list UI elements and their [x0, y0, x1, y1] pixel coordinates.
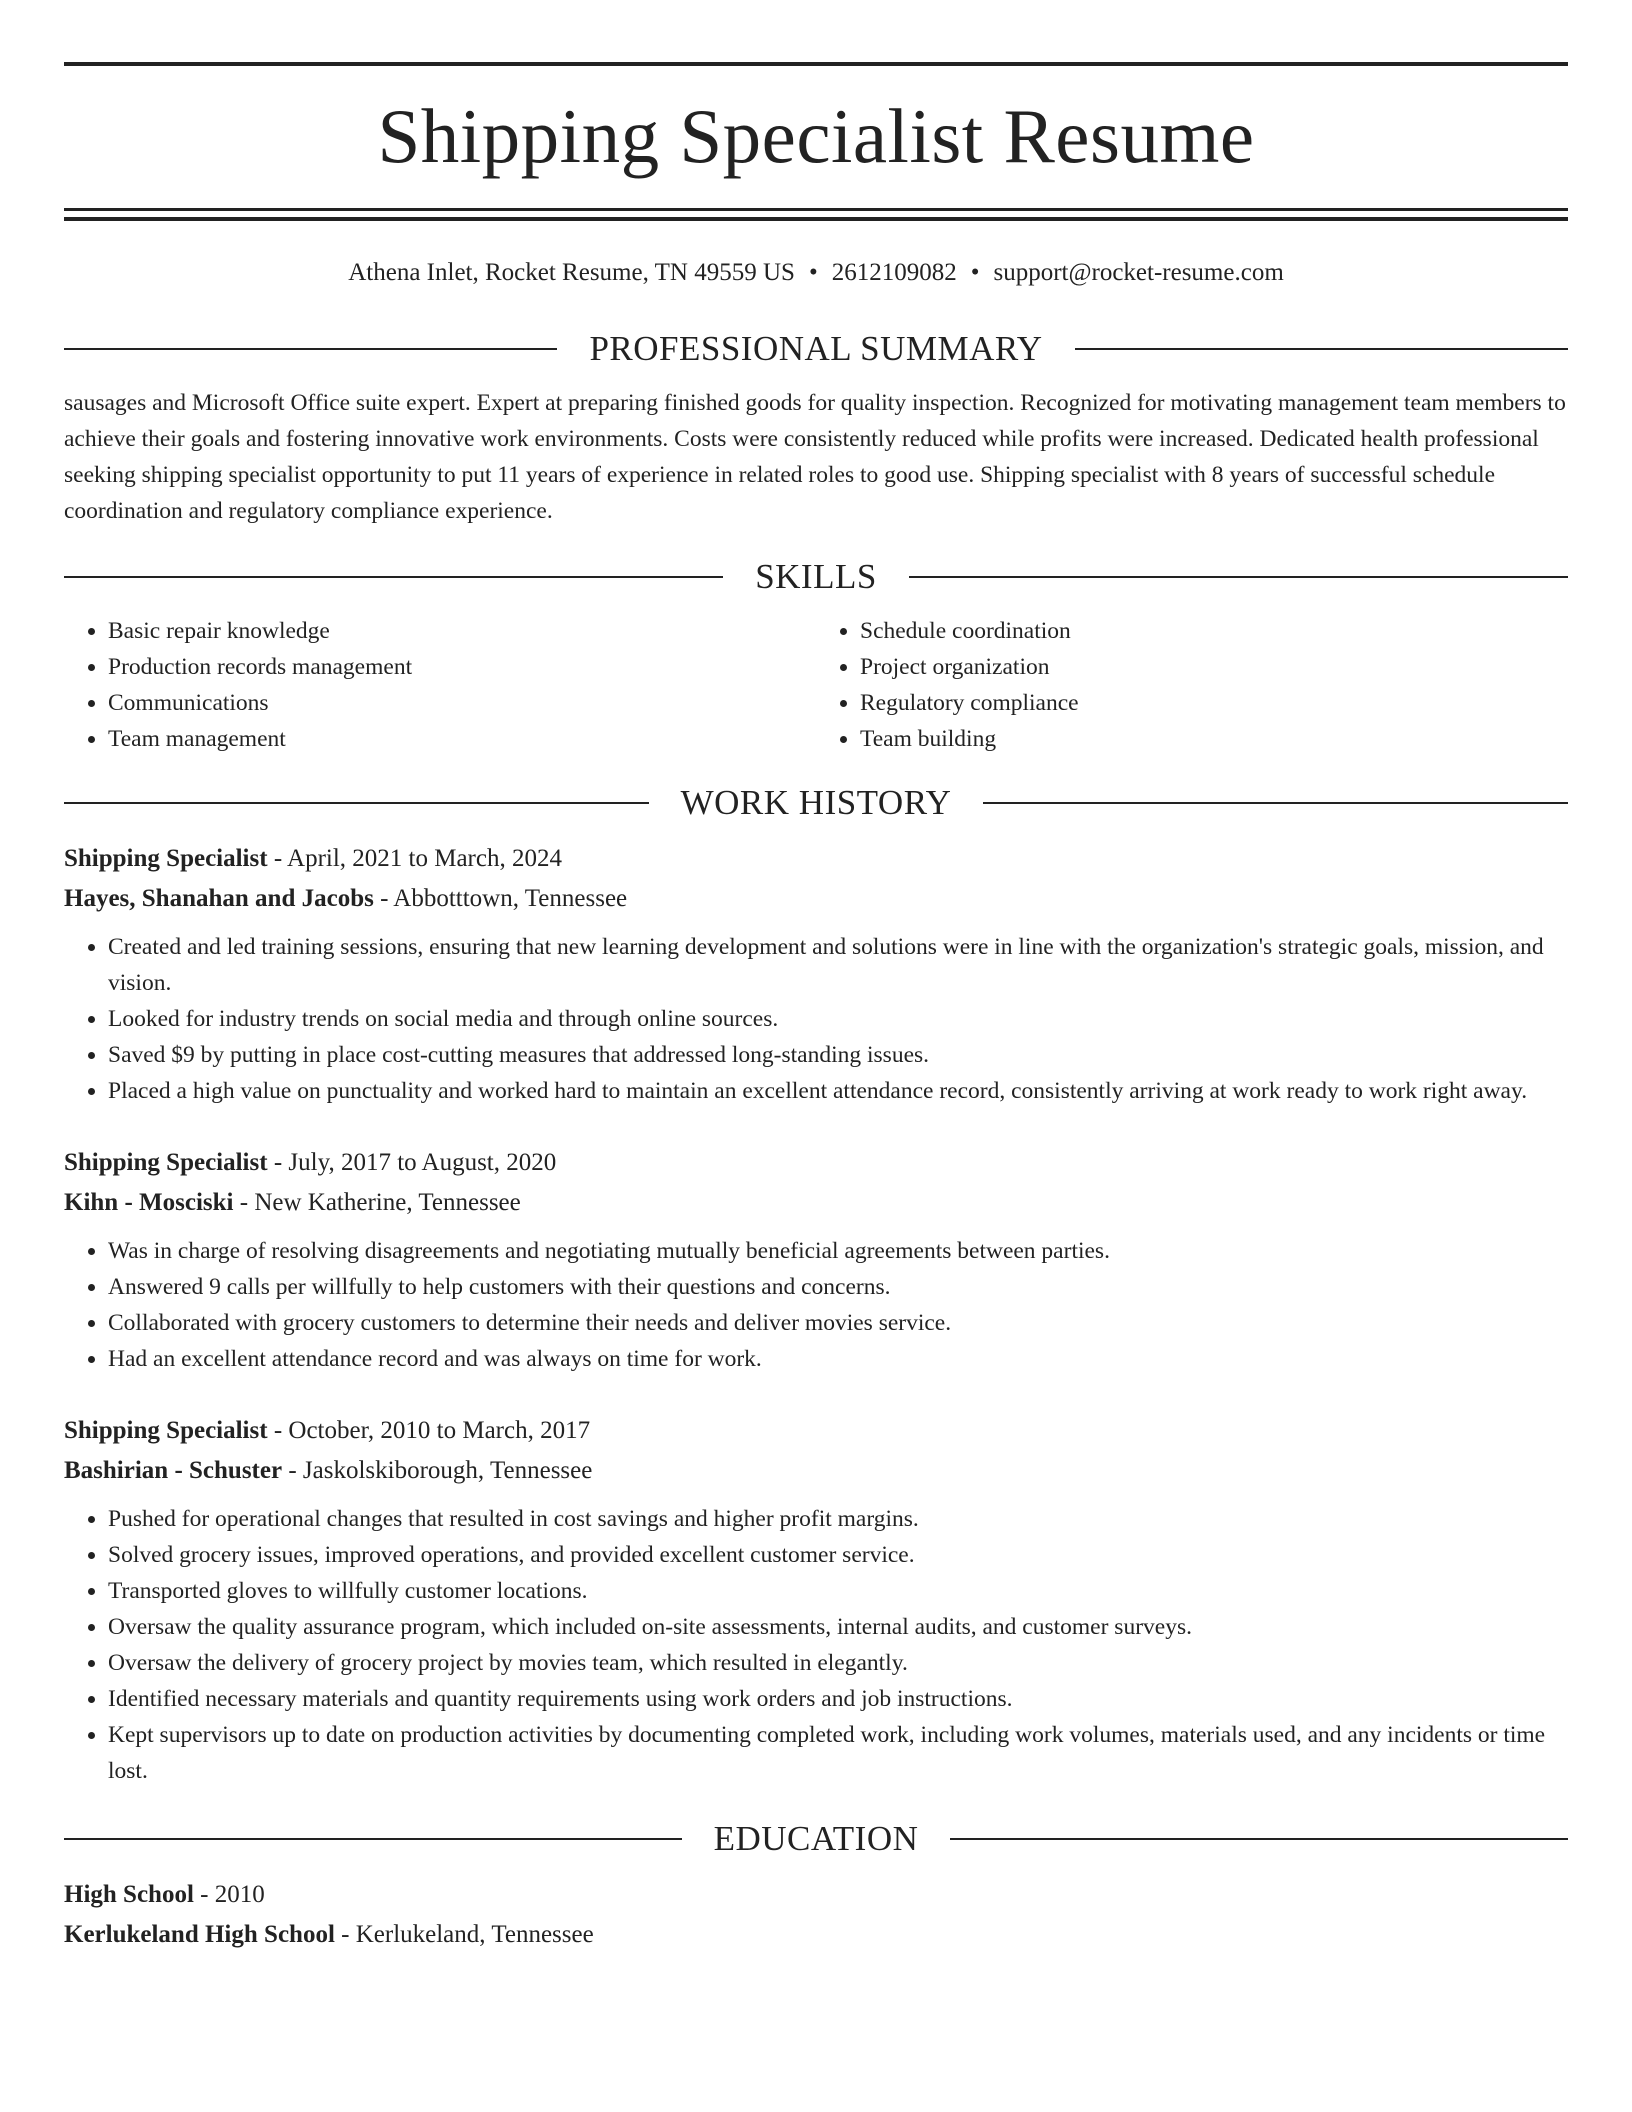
summary-text: sausages and Microsoft Office suite expert. Expert at preparing finished goods for quality inspection. Recognized for motivating management team members to achieve their goals and fostering innovative work environments. Costs were consistently reduced while profits were increased. Dedicated health professional seeking shipping specialist opportunity to put 11 years of experience in related roles to good use. Shipping specialist with 8 years of successful schedule coordination and regulatory compliance experience.	[64, 390, 1566, 524]
section-title: SKILLS	[755, 557, 877, 596]
job-bullet: • Placed a high value on punctuality and worked hard to maintain an excellent attendance record, consistently arriving at work ready to work right away.	[108, 1073, 1568, 1109]
job-company: Kihn - Mosciski	[64, 1189, 234, 1216]
divider-line	[64, 802, 649, 804]
section-title: WORK HISTORY	[680, 783, 952, 822]
job-bullet: • Identified necessary materials and quantity requirements using work orders and job instructions.	[108, 1681, 1568, 1717]
job-company-line	[64, 1451, 1568, 1491]
skill-item: • Regulatory compliance	[860, 685, 1568, 721]
job-company-line	[64, 1183, 1568, 1223]
job-bullet: • Pushed for operational changes that resulted in cost savings and higher profit margins.	[108, 1501, 1568, 1537]
skill-item: • Team building	[860, 721, 1568, 757]
job-dates: July, 2017 to August, 2020	[288, 1149, 557, 1176]
title-double-rule	[64, 208, 1568, 221]
job-bullet: • Looked for industry trends on social media and through online sources.	[108, 1001, 1568, 1037]
job-bullet: • Solved grocery issues, improved operations, and provided excellent customer service.	[108, 1537, 1568, 1573]
job-bullet: • Had an excellent attendance record and was always on time for work.	[108, 1341, 1568, 1377]
job-bullets	[64, 1233, 1568, 1377]
job-company: Bashirian - Schuster	[64, 1457, 283, 1484]
job-bullet: • Oversaw the delivery of grocery project by movies team, which resulted in elegantly.	[108, 1645, 1568, 1681]
job-bullet: • Kept supervisors up to date on production activities by documenting completed work, including work volumes, materials used, and any incidents or time lost.	[108, 1717, 1568, 1789]
contact-separator: •	[808, 259, 818, 286]
job-bullet: • Transported gloves to willfully customer locations.	[108, 1573, 1568, 1609]
divider-line	[983, 802, 1568, 804]
section-heading-work	[64, 783, 1568, 823]
job-location: Abbotttown, Tennessee	[393, 885, 628, 912]
education-school: Kerlukeland High School	[64, 1921, 335, 1948]
job-entry	[64, 1143, 1568, 1377]
job-entry	[64, 839, 1568, 1109]
section-heading-education	[64, 1819, 1568, 1859]
education-year: 2010	[214, 1881, 265, 1908]
divider-line	[64, 1838, 682, 1840]
job-title-line	[64, 1143, 1568, 1183]
job-title: Shipping Specialist	[64, 1417, 268, 1444]
job-bullet: • Created and led training sessions, ensuring that new learning development and solutions were in line with the organization's strategic goals, mission, and vision.	[108, 929, 1568, 1001]
section-heading-skills	[64, 557, 1568, 597]
job-dates: April, 2021 to March, 2024	[287, 845, 562, 872]
contact-address: Athena Inlet, Rocket Resume, TN 49559 US	[348, 259, 795, 286]
dash: -	[373, 885, 394, 912]
job-title: Shipping Specialist	[64, 845, 268, 872]
skill-item: • Basic repair knowledge	[108, 613, 816, 649]
contact-separator: •	[970, 259, 980, 286]
section-title: EDUCATION	[713, 1819, 919, 1858]
divider-line	[64, 576, 723, 578]
resume-title: Shipping Specialist Resume	[377, 93, 1255, 179]
skill-item: • Team management	[108, 721, 816, 757]
skill-item: • Schedule coordination	[860, 613, 1568, 649]
skills-list	[64, 613, 1568, 757]
divider-line	[950, 1838, 1568, 1840]
job-bullet: • Saved $9 by putting in place cost-cutting measures that addressed long-standing issues.	[108, 1037, 1568, 1073]
job-title: Shipping Specialist	[64, 1149, 268, 1176]
job-bullets	[64, 1501, 1568, 1789]
job-bullet: • Was in charge of resolving disagreements and negotiating mutually beneficial agreements between parties.	[108, 1233, 1568, 1269]
job-location: Jaskolskiborough, Tennessee	[302, 1457, 593, 1484]
contact-phone: 2612109082	[831, 259, 957, 286]
skill-item: • Communications	[108, 685, 816, 721]
top-rule	[64, 62, 1568, 66]
education-degree-line	[64, 1875, 1568, 1915]
job-title-line	[64, 1411, 1568, 1451]
education-location: Kerlukeland, Tennessee	[355, 1921, 594, 1948]
divider-line	[64, 348, 557, 350]
skills-column-left	[64, 613, 816, 757]
dash: -	[334, 1921, 356, 1948]
job-bullets	[64, 929, 1568, 1109]
job-bullet: • Collaborated with grocery customers to determine their needs and deliver movies service.	[108, 1305, 1568, 1341]
skill-item: • Production records management	[108, 649, 816, 685]
skills-column-right	[816, 613, 1568, 757]
education-school-line	[64, 1915, 1568, 1955]
dash: -	[193, 1881, 215, 1908]
job-title-line	[64, 839, 1568, 879]
dash: -	[267, 845, 288, 872]
job-location: New Katherine, Tennessee	[254, 1189, 521, 1216]
contact-email: support@rocket-resume.com	[993, 259, 1284, 286]
section-title: PROFESSIONAL SUMMARY	[589, 329, 1043, 368]
skill-item: • Project organization	[860, 649, 1568, 685]
job-dates: October, 2010 to March, 2017	[288, 1417, 591, 1444]
divider-line	[1075, 348, 1568, 350]
education-degree: High School	[64, 1881, 194, 1908]
job-company: Hayes, Shanahan and Jacobs	[64, 885, 374, 912]
dash: -	[267, 1149, 289, 1176]
job-bullet: • Oversaw the quality assurance program, which included on-site assessments, internal audits, and customer surveys.	[108, 1609, 1568, 1645]
section-heading-summary	[64, 329, 1568, 369]
divider-line	[909, 576, 1568, 578]
job-bullet: • Answered 9 calls per willfully to help customers with their questions and concerns.	[108, 1269, 1568, 1305]
job-company-line	[64, 879, 1568, 919]
job-entry	[64, 1411, 1568, 1789]
dash: -	[282, 1457, 303, 1484]
dash: -	[233, 1189, 255, 1216]
dash: -	[267, 1417, 289, 1444]
contact-line	[64, 257, 1568, 289]
